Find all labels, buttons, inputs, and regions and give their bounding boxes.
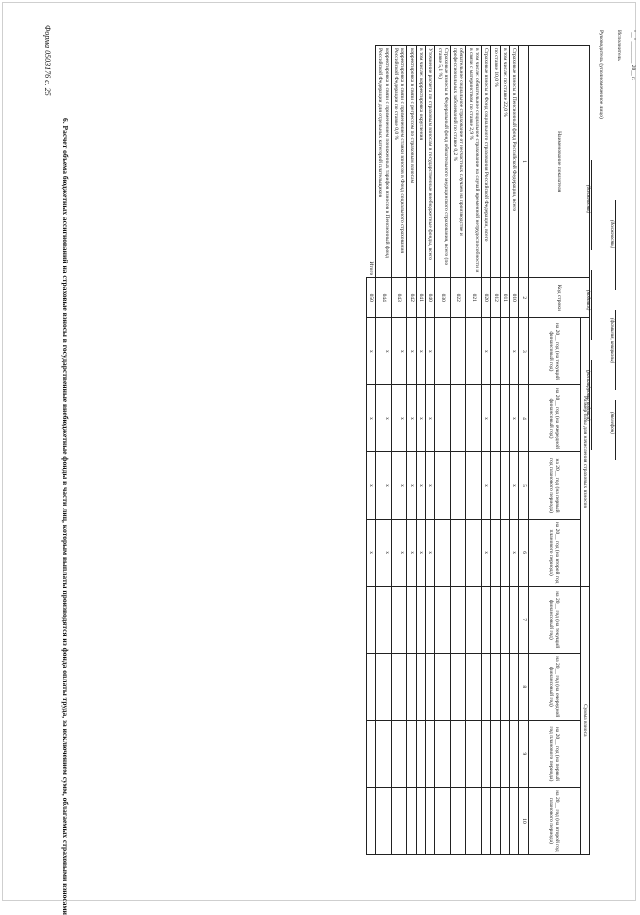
value-cell <box>500 519 509 586</box>
header-base-group: Размер базы для начисления страховых взносов <box>580 318 589 586</box>
row-code: 030 <box>435 278 451 318</box>
row-name: обязательное социальное страхование от несчастных случаев на производстве и профессиональных заболеваний по ставке 0,2 % <box>450 46 466 278</box>
value-cell <box>450 586 466 653</box>
header-sum-next: на 20__ год (на очередной финансовый год) <box>528 653 580 720</box>
value-cell: x <box>407 519 416 586</box>
section-title: 6. Расчет объема бюджетных ассигнований на страховые взносы в государственные внебюджетные фонды в части лиц, которым выплаты производятся из фонда оплаты труда, за исключением сумм, облагаемых страховыми взносами <box>61 118 70 915</box>
value-cell <box>435 787 451 854</box>
value-cell: x <box>416 318 425 385</box>
value-cell: x <box>416 452 425 519</box>
value-cell <box>450 653 466 720</box>
table-row <box>482 46 491 855</box>
value-cell <box>491 787 500 854</box>
value-cell: x <box>510 318 519 385</box>
row-code: 042 <box>407 278 416 318</box>
value-cell: x <box>376 318 392 385</box>
value-cell <box>425 720 434 787</box>
executor-label: Исполнитель <box>616 30 622 61</box>
value-cell <box>416 787 425 854</box>
value-cell: x <box>391 519 407 586</box>
head-position-line <box>591 160 592 250</box>
value-cell: x <box>510 519 519 586</box>
value-cell: x <box>391 385 407 452</box>
value-cell <box>376 720 392 787</box>
value-cell <box>391 787 407 854</box>
value-cell: x <box>482 519 491 586</box>
value-cell <box>376 653 392 720</box>
header-sum-p1: на 20__ год (на первый год планового периода) <box>528 720 580 787</box>
col-num: 9 <box>519 720 528 787</box>
header-name: Наименование показателя <box>528 46 589 278</box>
table-row <box>416 46 425 855</box>
value-cell: x <box>366 318 375 385</box>
value-cell <box>450 452 466 519</box>
head-decode-caption: (расшифровка подписи) <box>585 370 590 421</box>
value-cell <box>366 787 375 854</box>
value-cell <box>466 653 482 720</box>
value-cell: x <box>425 318 434 385</box>
value-cell: x <box>482 452 491 519</box>
col-num: 4 <box>519 385 528 452</box>
value-cell <box>407 720 416 787</box>
value-cell <box>482 720 491 787</box>
value-cell <box>366 586 375 653</box>
row-name: Страховые взносы в Пенсионный фонд Российской Федерации, всего <box>510 46 519 278</box>
value-cell <box>491 720 500 787</box>
row-name: в том числе: по ставке 22,0 % <box>500 46 509 278</box>
value-cell <box>466 318 482 385</box>
value-cell <box>425 653 434 720</box>
value-cell <box>450 318 466 385</box>
row-name: в том числе: корректировка округления <box>416 46 425 278</box>
table-row <box>425 46 434 855</box>
table-row <box>500 46 509 855</box>
value-cell <box>482 586 491 653</box>
col-num: 1 <box>519 46 528 278</box>
value-cell <box>425 787 434 854</box>
value-cell <box>407 653 416 720</box>
col-num: 5 <box>519 452 528 519</box>
value-cell <box>466 452 482 519</box>
value-cell <box>435 653 451 720</box>
row-name: в том числе: обязательное социальное страхование на случай временной нетрудоспособности и в связи с материнством по ставке 2,9 % <box>466 46 482 278</box>
value-cell <box>482 653 491 720</box>
value-cell <box>491 653 500 720</box>
value-cell: x <box>366 385 375 452</box>
row-name: Страховые взносы в Фонд социального страхования Российской Федерации, всего <box>482 46 491 278</box>
total-row <box>366 46 375 855</box>
value-cell <box>466 385 482 452</box>
header-sum-p2: на 20__ год (на второй год планового периода) <box>528 787 580 854</box>
value-cell <box>491 586 500 653</box>
value-cell <box>391 653 407 720</box>
value-cell: x <box>366 519 375 586</box>
value-cell <box>466 586 482 653</box>
value-cell <box>376 787 392 854</box>
value-cell: x <box>366 452 375 519</box>
table-body <box>366 46 519 855</box>
exec-position-caption: (должность) <box>609 220 614 249</box>
head-position-caption: (должность) <box>585 185 590 214</box>
header-base-cur: на 20__ год (на текущий финансовый год) <box>528 318 580 385</box>
exec-name-line <box>615 310 616 390</box>
date-line: "__" ________ 20__ г. <box>630 30 636 81</box>
value-cell: x <box>407 452 416 519</box>
value-cell <box>510 586 519 653</box>
header-base-next: на 20__ год (на очередной финансовый год) <box>528 385 580 452</box>
value-cell: x <box>425 452 434 519</box>
value-cell <box>416 720 425 787</box>
col-num: 3 <box>519 318 528 385</box>
exec-phone-line <box>615 400 616 460</box>
value-cell <box>491 519 500 586</box>
row-name: корректировка в связи с регрессом по страховым взносам <box>407 46 416 278</box>
value-cell: x <box>407 385 416 452</box>
table-row <box>491 46 500 855</box>
value-cell <box>450 720 466 787</box>
value-cell <box>391 720 407 787</box>
header-code: Код строки <box>528 278 589 318</box>
value-cell: x <box>391 452 407 519</box>
table-row <box>510 46 519 855</box>
row-code: 020 <box>482 278 491 318</box>
value-cell <box>491 385 500 452</box>
value-cell <box>450 787 466 854</box>
value-cell <box>510 720 519 787</box>
value-cell <box>466 720 482 787</box>
value-cell <box>435 586 451 653</box>
row-code: 012 <box>491 278 500 318</box>
value-cell <box>366 720 375 787</box>
value-cell <box>500 452 509 519</box>
header-base-p2: на 20__ год (на второй год планового периода) <box>528 519 580 586</box>
total-label: Итого <box>368 261 375 276</box>
value-cell: x <box>376 385 392 452</box>
value-cell <box>466 519 482 586</box>
table-row <box>376 46 392 855</box>
table-row <box>407 46 416 855</box>
head-decode-line <box>591 360 592 450</box>
table-row <box>391 46 407 855</box>
table-row <box>435 46 451 855</box>
value-cell <box>466 787 482 854</box>
col-num: 10 <box>519 787 528 854</box>
value-cell: x <box>482 385 491 452</box>
value-cell <box>366 653 375 720</box>
row-code: 021 <box>466 278 482 318</box>
row-name: корректировка в связи с применением ставки взносов в Фонд социального страхования Российской Федерации по ставке 0,0 % <box>391 46 407 278</box>
exec-phone-caption: (телефон) <box>609 412 614 434</box>
calculation-table <box>366 45 590 855</box>
value-cell: x <box>391 318 407 385</box>
value-cell <box>416 653 425 720</box>
value-cell <box>435 385 451 452</box>
exec-position-line <box>615 200 616 290</box>
value-cell <box>435 318 451 385</box>
value-cell <box>435 452 451 519</box>
head-label: Руководитель (уполномоченное лицо) <box>598 30 604 119</box>
value-cell <box>450 519 466 586</box>
column-numbers-row <box>519 46 528 855</box>
exec-name-caption: (фамилия, инициалы) <box>609 318 614 364</box>
col-num: 7 <box>519 586 528 653</box>
value-cell: x <box>510 385 519 452</box>
value-cell <box>416 586 425 653</box>
value-cell: x <box>416 519 425 586</box>
value-cell <box>491 318 500 385</box>
row-name: Уточнение расчета по страховым взносам в государственные внебюджетные фонды, всего <box>425 46 434 278</box>
row-code: 011 <box>500 278 509 318</box>
col-num: 6 <box>519 519 528 586</box>
form-id: Форма 0503176 с. 25 <box>43 25 52 96</box>
col-num: 2 <box>519 278 528 318</box>
value-cell <box>425 586 434 653</box>
value-cell <box>407 787 416 854</box>
value-cell <box>500 720 509 787</box>
value-cell <box>376 586 392 653</box>
row-code: 040 <box>425 278 434 318</box>
value-cell: x <box>425 519 434 586</box>
value-cell <box>500 318 509 385</box>
row-code: 010 <box>510 278 519 318</box>
value-cell: x <box>510 452 519 519</box>
value-cell <box>391 586 407 653</box>
col-num: 8 <box>519 653 528 720</box>
value-cell <box>435 720 451 787</box>
row-name: Страховые взносы в Федеральный фонд обязательного медицинского страхования, всего (по ставке 5,1 %) <box>435 46 451 278</box>
value-cell <box>500 653 509 720</box>
row-code: 044 <box>376 278 392 318</box>
value-cell: x <box>407 318 416 385</box>
head-signature-line <box>591 270 592 340</box>
header-sum-group: Сумма взноса <box>580 586 589 854</box>
value-cell <box>482 787 491 854</box>
value-cell <box>407 586 416 653</box>
header-base-p1: на 20__ год (на первый год планового периода) <box>528 452 580 519</box>
value-cell: x <box>482 318 491 385</box>
value-cell <box>510 787 519 854</box>
head-signature-caption: (подпись) <box>585 290 590 311</box>
row-code: 041 <box>416 278 425 318</box>
value-cell <box>500 586 509 653</box>
row-name: по ставке 10,0 % <box>491 46 500 278</box>
table-row <box>450 46 466 855</box>
value-cell: x <box>416 385 425 452</box>
row-code: 043 <box>391 278 407 318</box>
value-cell <box>510 653 519 720</box>
value-cell <box>450 385 466 452</box>
value-cell <box>500 385 509 452</box>
value-cell: x <box>425 385 434 452</box>
table-row <box>466 46 482 855</box>
row-name: корректировка в связи с применением пониженных тарифов взносов в Пенсионный фонд Российской Федерации для отдельных категорий плательщиков <box>376 46 392 278</box>
value-cell: x <box>376 452 392 519</box>
value-cell <box>491 452 500 519</box>
value-cell: x <box>376 519 392 586</box>
value-cell <box>435 519 451 586</box>
row-code: 050 <box>366 278 375 318</box>
header-sum-cur: на 20__ год (на текущий финансовый год) <box>528 586 580 653</box>
value-cell <box>500 787 509 854</box>
row-code: 022 <box>450 278 466 318</box>
